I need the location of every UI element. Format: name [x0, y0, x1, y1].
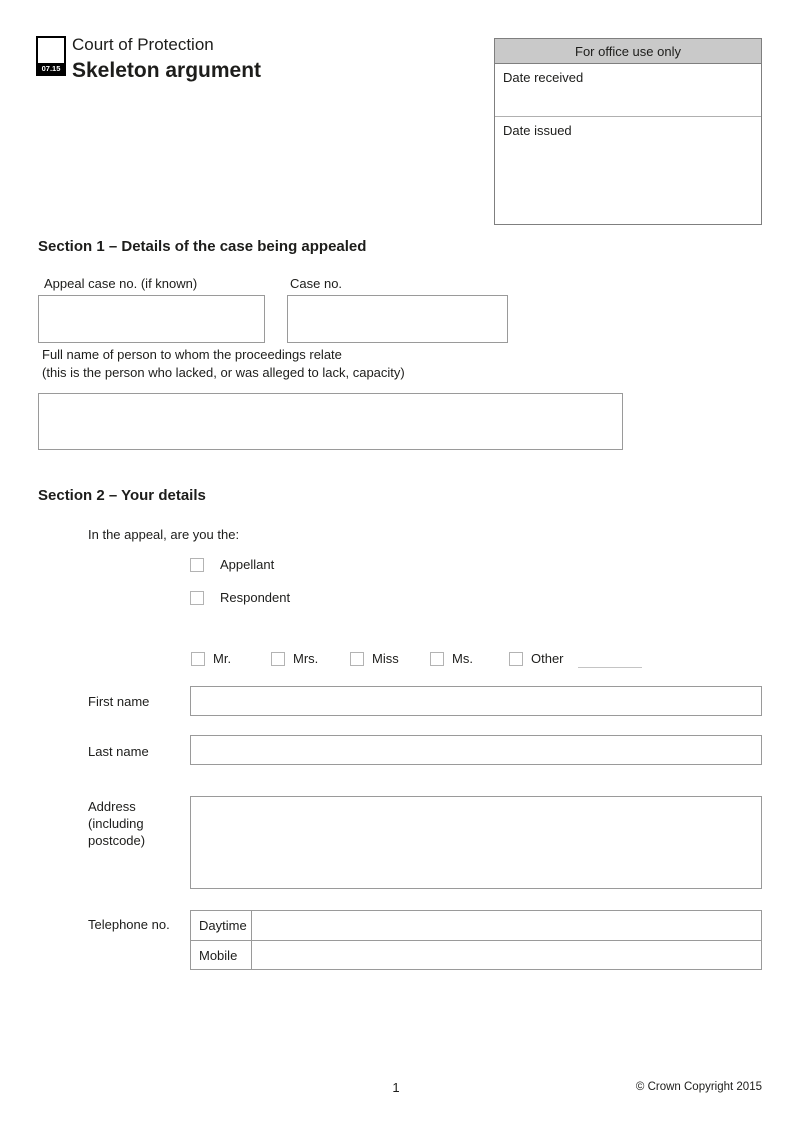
date-issued-label: Date issued [503, 123, 572, 138]
form-badge-top [38, 38, 64, 61]
address-label [88, 798, 145, 849]
mobile-phone-row [191, 940, 761, 969]
appellant-checkbox[interactable] [190, 558, 204, 572]
office-use-box [494, 38, 762, 225]
appeal-case-no-label: Appeal case no. (if known) [44, 276, 198, 291]
date-issued-field[interactable] [495, 117, 761, 144]
form-badge-code: COP [40, 38, 62, 49]
mrs-checkbox[interactable] [271, 652, 285, 666]
appellant-label: Appellant [220, 557, 275, 572]
case-no-label: Case no. [290, 276, 343, 291]
respondent-checkbox[interactable] [190, 591, 204, 605]
title-option-other [509, 651, 564, 666]
miss-checkbox[interactable] [350, 652, 364, 666]
title-options-row [191, 651, 661, 670]
mobile-phone-input[interactable] [252, 941, 761, 969]
mobile-label: Mobile [191, 941, 252, 969]
daytime-label: Daytime [191, 911, 252, 940]
mr-checkbox[interactable] [191, 652, 205, 666]
section1-heading: Section 1 – Details of the case being appealed [38, 238, 367, 255]
full-name-label-line2: (this is the person who lacked, or was alleged to lack, capacity) [42, 365, 405, 380]
full-name-label-line1: Full name of person to whom the proceedings relate [42, 347, 342, 362]
daytime-phone-row [191, 911, 761, 940]
section2-heading: Section 2 – Your details [38, 487, 206, 504]
date-received-label: Date received [503, 70, 584, 85]
title-option-miss [350, 651, 399, 666]
title-option-mrs [271, 651, 318, 666]
address-input[interactable] [190, 796, 762, 889]
form-badge-version: 07.15 [38, 61, 64, 74]
respondent-label: Respondent [220, 590, 291, 605]
mrs-label: Mrs. [293, 651, 319, 666]
miss-label: Miss [372, 651, 399, 666]
form-number-badge [36, 36, 66, 76]
ms-label: Ms. [452, 651, 473, 666]
address-label-line3: postcode) [88, 833, 146, 848]
copyright-notice: © Crown Copyright 2015 [635, 1081, 762, 1093]
form-title: Skeleton argument [72, 59, 262, 82]
address-label-line2: (including [88, 816, 144, 831]
office-use-title: For office use only [495, 39, 761, 64]
case-no-input[interactable] [287, 295, 508, 343]
other-title-input-line[interactable] [578, 667, 642, 668]
full-name-input[interactable] [38, 393, 623, 450]
address-label-line1: Address [88, 799, 136, 814]
title-option-ms [430, 651, 473, 666]
daytime-phone-input[interactable] [252, 911, 761, 940]
court-name: Court of Protection [72, 35, 214, 54]
other-checkbox[interactable] [509, 652, 523, 666]
role-question-label: In the appeal, are you the: [88, 527, 240, 542]
last-name-label: Last name [88, 744, 149, 759]
telephone-table [190, 910, 762, 970]
first-name-label: First name [88, 694, 150, 709]
other-label: Other [531, 651, 564, 666]
role-option-respondent [190, 590, 290, 605]
page-number: 1 [392, 1080, 400, 1095]
form-badge-number: 37 [44, 49, 58, 61]
last-name-input[interactable] [190, 735, 762, 765]
full-name-label [42, 346, 405, 382]
appeal-case-no-input[interactable] [38, 295, 265, 343]
date-received-field[interactable] [495, 64, 761, 117]
telephone-label: Telephone no. [88, 917, 170, 932]
ms-checkbox[interactable] [430, 652, 444, 666]
role-option-appellant [190, 557, 274, 572]
mr-label: Mr. [213, 651, 232, 666]
title-option-mr [191, 651, 231, 666]
first-name-input[interactable] [190, 686, 762, 716]
